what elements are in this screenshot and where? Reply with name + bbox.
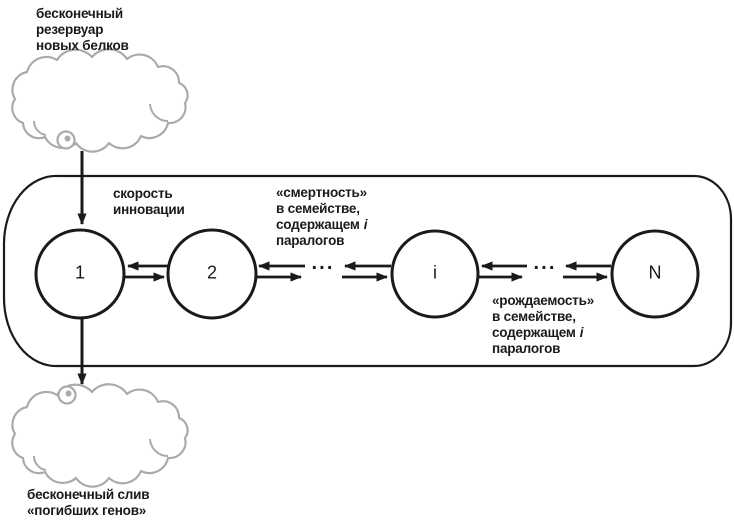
innovation-rate-line: скорость bbox=[113, 186, 173, 201]
node-label-i: i bbox=[433, 262, 437, 283]
birth-rate-line bbox=[492, 325, 594, 341]
source-cloud-swirl-icon bbox=[58, 132, 75, 149]
birth-rate-line: «рождаемость» bbox=[492, 293, 595, 308]
birth-rate-line: в семействе, bbox=[492, 309, 576, 324]
death-rate-line: «смертность» bbox=[276, 185, 367, 200]
chain-ellipsis-left: ··· bbox=[311, 257, 335, 280]
node-label-2: 2 bbox=[206, 262, 218, 283]
birth-rate-line3-text: содержащем bbox=[492, 325, 576, 340]
death-rate-line bbox=[276, 217, 367, 233]
sink-cloud bbox=[12, 384, 187, 486]
death-rate-label bbox=[276, 185, 367, 249]
source-cloud-label-line: резервуар bbox=[36, 22, 104, 37]
source-cloud-label bbox=[36, 6, 129, 54]
death-rate-line: паралогов bbox=[276, 233, 345, 248]
birth-rate-line: паралогов bbox=[492, 341, 561, 356]
sink-cloud-label bbox=[27, 487, 149, 519]
death-rate-line3-text: содержащем bbox=[276, 217, 360, 232]
birth-rate-label bbox=[492, 293, 594, 357]
source-cloud-label-line: новых белков bbox=[36, 38, 129, 53]
source-cloud-label-line: бесконечный bbox=[36, 6, 123, 21]
sink-cloud-swirl-icon bbox=[59, 387, 76, 404]
node-label-N: N bbox=[648, 262, 662, 283]
chain-ellipsis-right: ··· bbox=[533, 257, 557, 280]
node-label-1: 1 bbox=[74, 262, 86, 283]
sink-cloud-label-line: «погибших генов» bbox=[27, 503, 147, 518]
source-cloud bbox=[12, 49, 187, 151]
innovation-rate-line: инновации bbox=[113, 202, 185, 217]
death-rate-paralog-count-var: i bbox=[363, 217, 368, 232]
death-rate-line: в семействе, bbox=[276, 201, 360, 216]
sink-cloud-label-line: бесконечный слив bbox=[27, 487, 150, 502]
birth-rate-paralog-count-var: i bbox=[579, 325, 584, 340]
innovation-rate-label bbox=[113, 186, 185, 218]
